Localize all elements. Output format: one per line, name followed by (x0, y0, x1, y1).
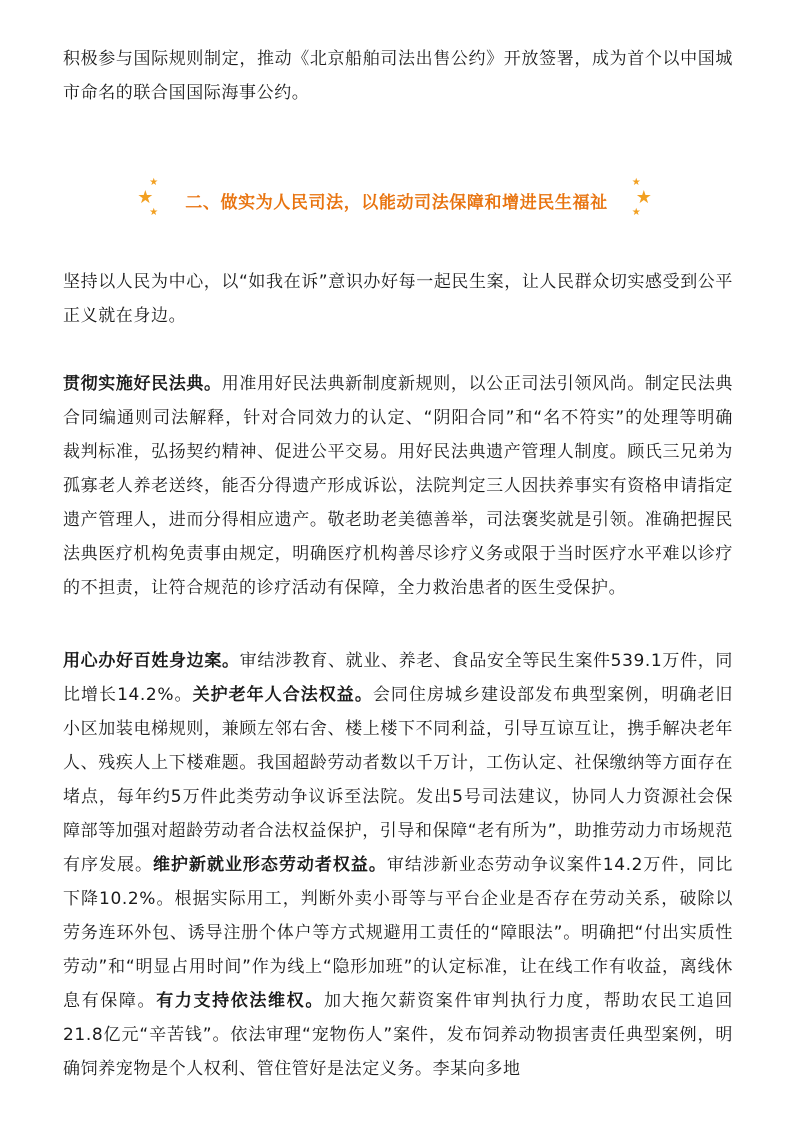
p3-lead-3: 维护新就业形态劳动者权益。 (152, 855, 387, 875)
section-heading-row (0, 177, 793, 220)
p2-text: 用准用好民法典新制度新规则，以公正司法引领风尚。制定民法典合同编通则司法解释，针对合同效力的认定、“阴阳合同”和“名不符实”的处理等明确裁判标准，弘扬契约精神、促进公平交易。用好民法典遗产管理人制度。顾氏三兄弟为孤寡老人养老送终，能否分得遗产形成诉讼，法院判定三人因扶养事实有资格申请指定遗产管理人，进而分得相应遗产。敬老助老美德善举，司法褒奖就是引领。准确把握民法典医疗机构免责事由规定，明确医疗机构善尽诊疗义务或限于当时医疗水平难以诊疗的不担责，让符合规范的诊疗活动有保障，全力救治患者的医生受保护。 (63, 374, 734, 598)
paragraph-civil-code (63, 367, 733, 605)
paragraph-people-centered (63, 265, 733, 333)
p2-lead: 贯彻实施好民法典。 (63, 374, 222, 394)
star-cluster-icon-right: ★ ★ ★ (631, 177, 652, 218)
intro-text: 积极参与国际规则制定，推动《北京船舶司法出售公约》开放签署，成为首个以中国城市命名的联合国国际海事公约。 (63, 49, 733, 103)
p3-lead-2: 关护老年人合法权益。 (192, 685, 373, 705)
paragraph-livelihood-cases (63, 644, 733, 1086)
p3-text-1: 审结涉教育、就业、养老、食品安全等民生案件539.1万件，同比增长14.2%。 (63, 651, 734, 705)
p3-text-3: 审结涉新业态劳动争议案件14.2万件，同比下降10.2%。根据实际用工，判断外卖小哥等与平台企业是否存在劳动关系，破除以劳务连环外包、诱导注册个体户等方式规避用工责任的“障眼法”。明确把“付出实质性劳动”和“明显占用时间”作为线上“隐形加班”的认定标准，让在线工作有收益，离线休息有保障。 (63, 855, 733, 1011)
p3-lead-1: 用心办好百姓身边案。 (63, 651, 240, 671)
intro-paragraph (63, 42, 733, 110)
p1-text: 坚持以人民为中心，以“如我在诉”意识办好每一起民生案，让人民群众切实感受到公平正义就在身边。 (63, 272, 734, 326)
p3-text-2: 会同住房城乡建设部发布典型案例，明确老旧小区加装电梯规则，兼顾左邻右舍、楼上楼下不同利益，引导互谅互让，携手解决老年人、残疾人上下楼难题。我国超龄劳动者数以千万计，工伤认定、社保缴纳等方面存在堵点，每年约5万件此类劳动争议诉至法院。发出5号司法建议，协同人力资源社会保障部等加强对超龄劳动者合法权益保护，引导和保障“老有所为”，助推劳动力市场规范有序发展。 (63, 685, 734, 875)
section-heading: 二、做实为人民司法，以能动司法保障和增进民生福祉 (185, 192, 608, 213)
p3-text-4: 加大拖欠薪资案件审判执行力度，帮助农民工追回21.8亿元“辛苦钱”。依法审理“宠物伤人”案件，发布饲养动物损害责任典型案例，明确饲养宠物是个人权利、管住管好是法定义务。李某向多地 (63, 991, 734, 1079)
star-cluster-icon-left: ★ ★ ★ (137, 177, 159, 218)
p3-lead-4: 有力支持依法维权。 (156, 991, 324, 1011)
